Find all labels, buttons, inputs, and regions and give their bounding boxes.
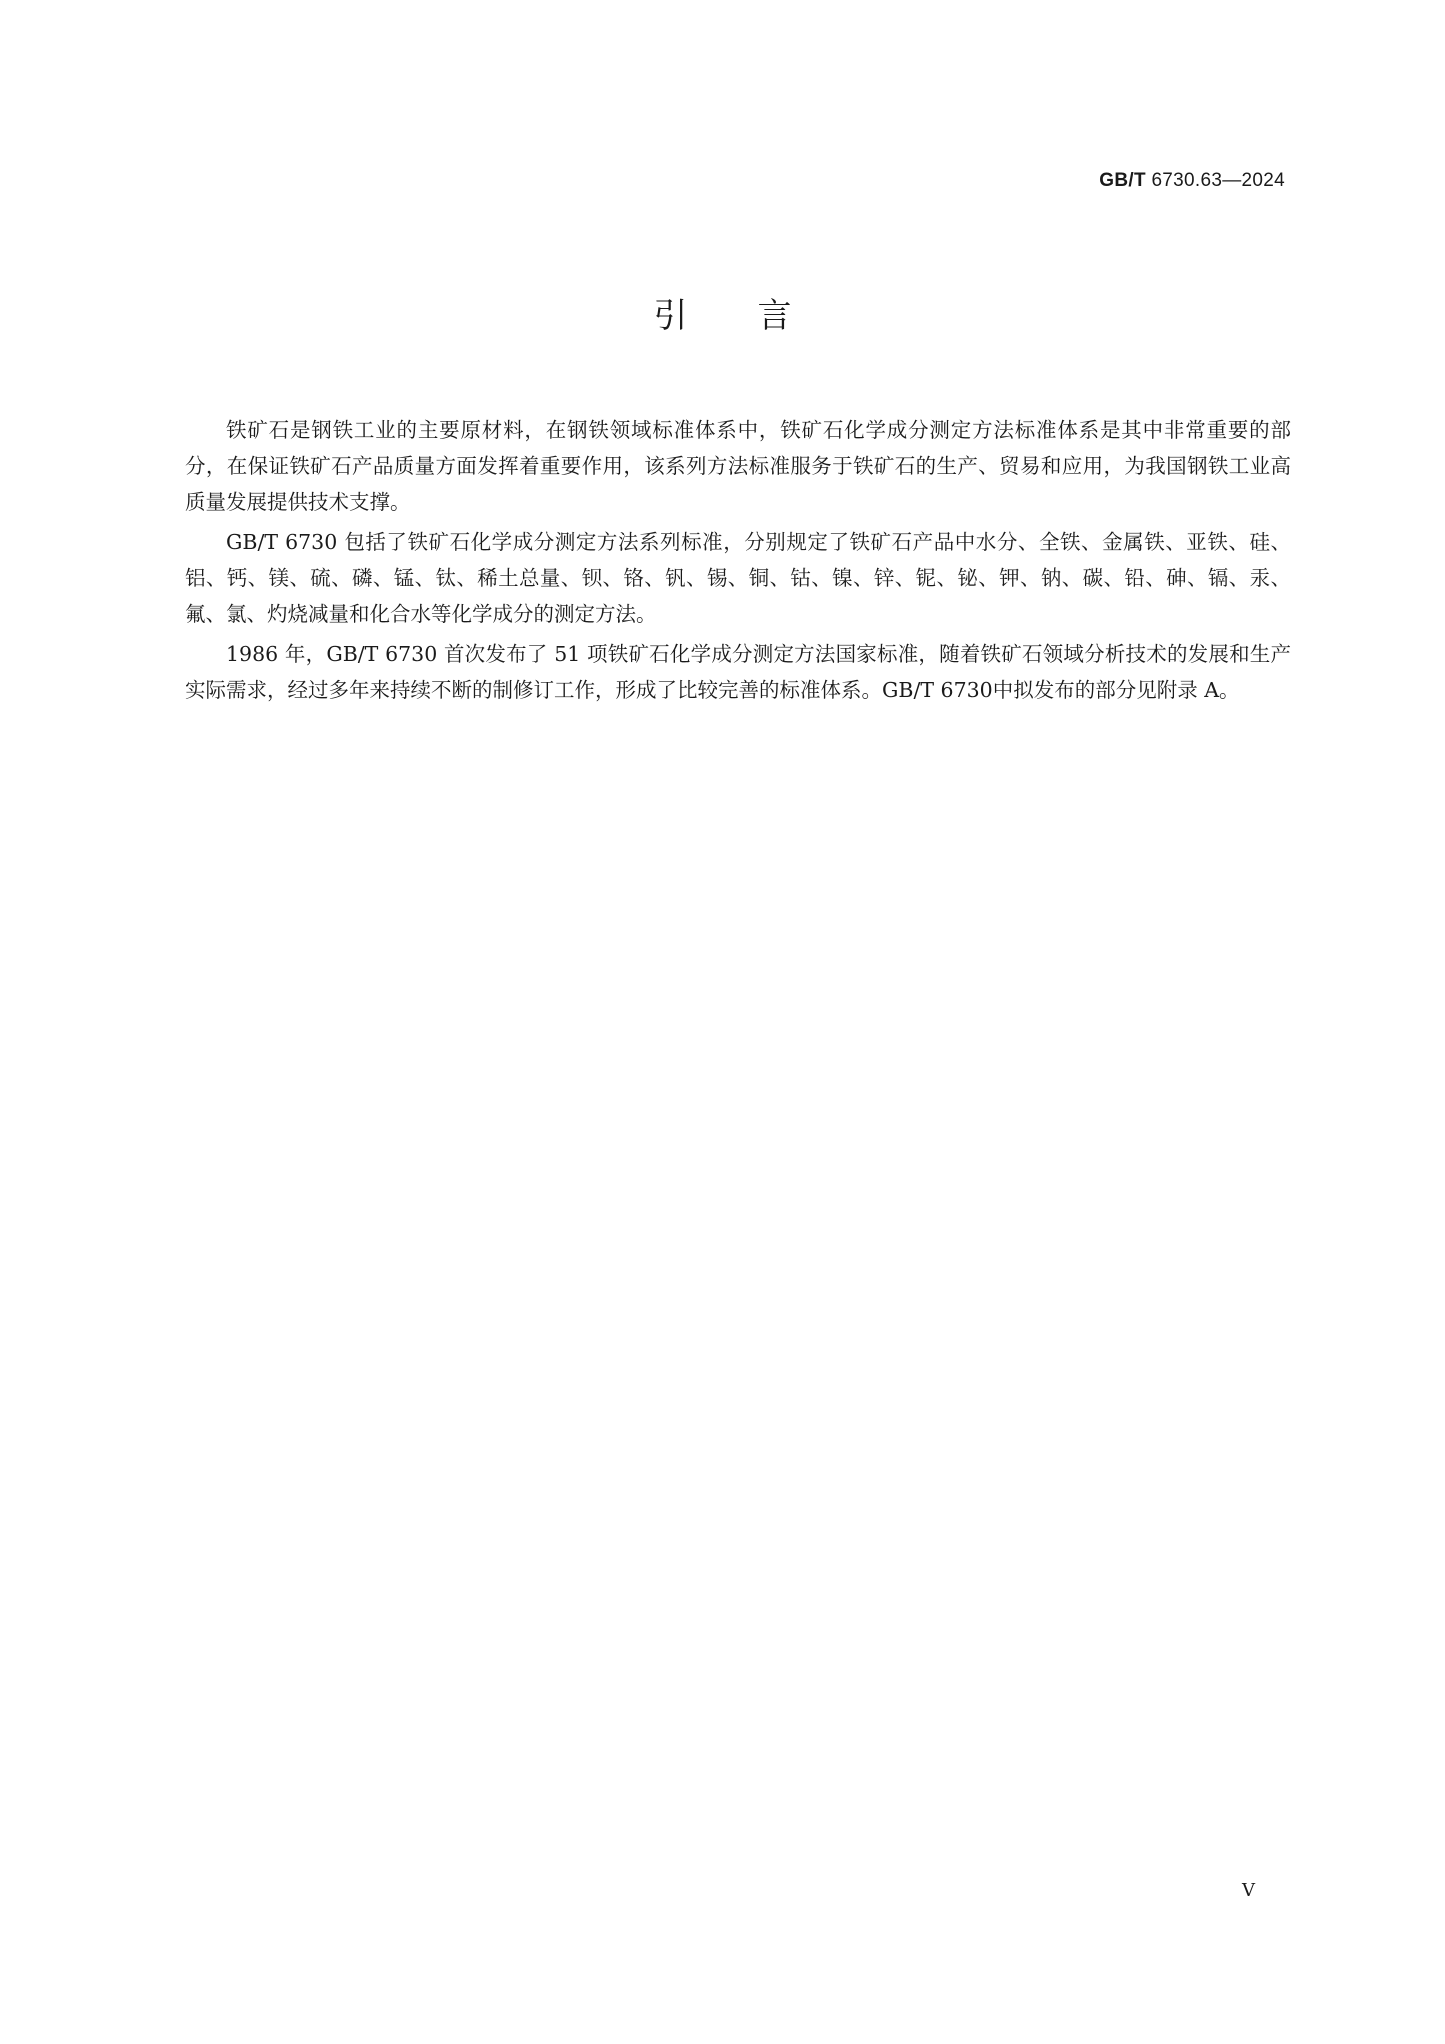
page-number: V xyxy=(1242,1880,1255,1901)
standard-number xyxy=(1099,170,1285,192)
section-title: 引言 xyxy=(653,296,862,336)
standard-code: 6730.63—2024 xyxy=(1145,170,1285,191)
paragraph-3: 1986 年，GB/T 6730 首次发布了 51 项铁矿石化学成分测定方法国家标准，随着铁矿石领域分析技术的发展和生产实际需求，经过多年来持续不断的制修订工作，形成了比较完善的标准体系。GB/T 6730中拟发布的部分见附录 A。 xyxy=(185,642,1291,702)
paragraph-2: GB/T 6730 包括了铁矿石化学成分测定方法系列标准，分别规定了铁矿石产品中水分、全铁、金属铁、亚铁、硅、铝、钙、镁、硫、磷、锰、钛、稀土总量、钡、铬、钒、锡、铜、钴、镍、锌、铌、铋、钾、钠、碳、铅、砷、镉、汞、氟、氯、灼烧减量和化合水等化学成分的测定方法。 xyxy=(185,530,1291,626)
introduction-body xyxy=(185,412,1291,712)
paragraph-1: 铁矿石是钢铁工业的主要原材料，在钢铁领域标准体系中，铁矿石化学成分测定方法标准体系是其中非常重要的部分，在保证铁矿石产品质量方面发挥着重要作用，该系列方法标准服务于铁矿石的生产、贸易和应用，为我国钢铁工业高质量发展提供技术支撑。 xyxy=(185,418,1291,514)
standard-prefix: GB/T xyxy=(1099,170,1146,191)
